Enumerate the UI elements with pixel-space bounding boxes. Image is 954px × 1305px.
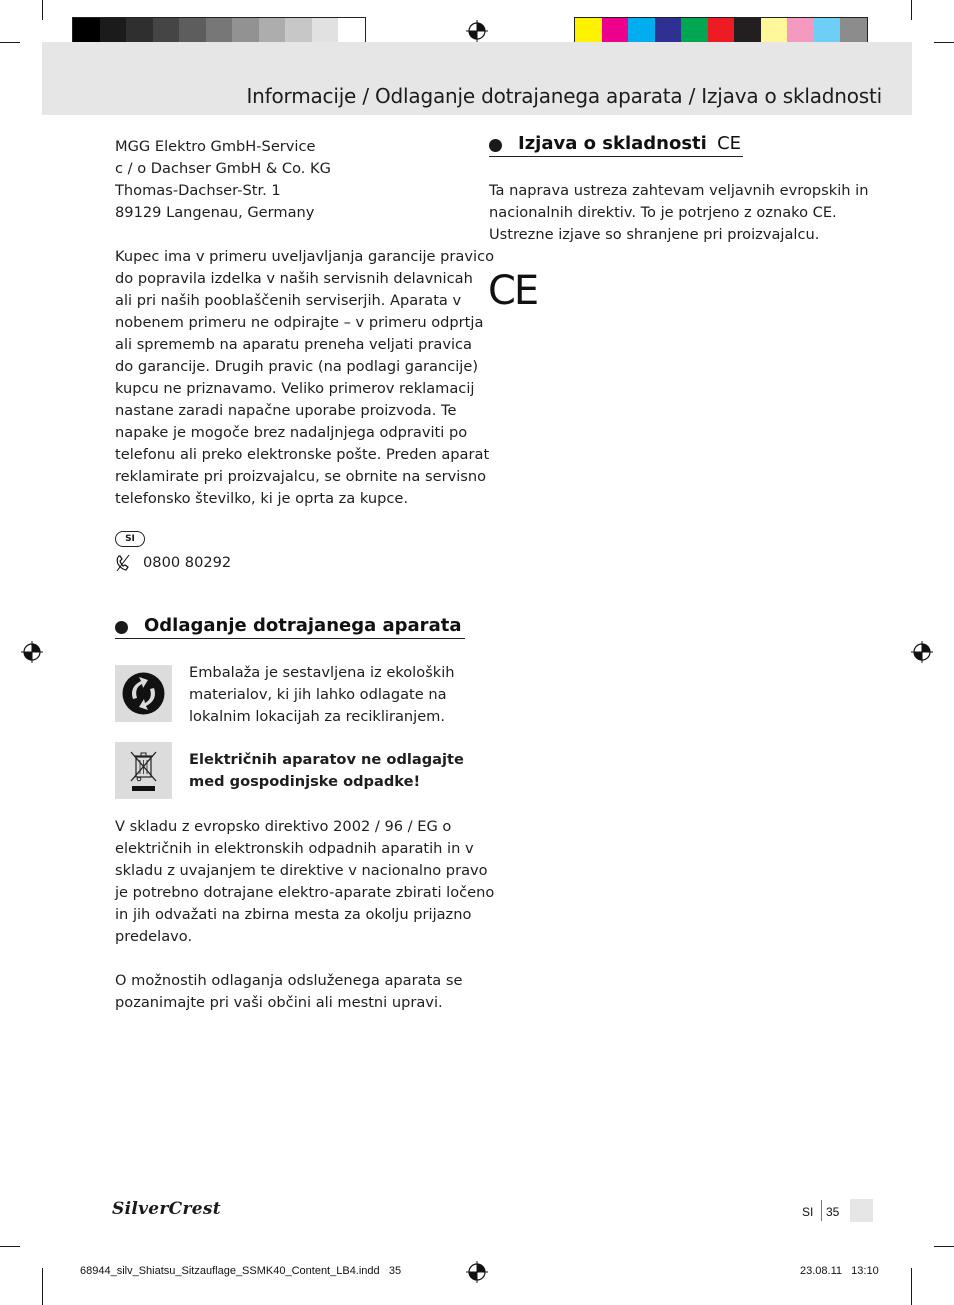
directive-paragraph — [115, 816, 495, 948]
text-line: ali pri naših pooblaščenih serviserjih. Aparata v — [115, 292, 462, 309]
crop-mark — [934, 1246, 954, 1247]
country-badge: SI — [115, 531, 145, 547]
footer-divider — [821, 1200, 822, 1221]
ce-mark-small-icon: CE — [717, 133, 742, 154]
packaging-text — [189, 662, 455, 728]
text-line: nobenem primeru ne odpirajte – v primeru odprtja — [115, 314, 484, 331]
text-line: električnih in elektronskih odpadnih aparatih in v — [115, 840, 474, 857]
text-line: do garancije. Drugih pravic (na podlagi garancije) — [115, 358, 479, 375]
text-line: O možnostih odlaganja odsluženega aparata se — [115, 972, 463, 989]
weee-icon-box — [115, 742, 172, 799]
weee-warning — [189, 749, 464, 793]
crop-mark — [911, 1268, 912, 1305]
text-line: med gospodinjske odpadke! — [189, 773, 421, 790]
registration-mark-icon — [466, 1261, 488, 1283]
crop-mark — [0, 42, 20, 43]
text-line: Ustrezne izjave so shranjene pri proizvajalcu. — [489, 226, 820, 243]
text-line: je potrebno dotrajane elektro-aparate zbirati ločeno — [115, 884, 495, 901]
registration-mark-icon — [466, 20, 488, 42]
address-line: 89129 Langenau, Germany — [115, 204, 315, 221]
crop-mark — [0, 1246, 20, 1247]
brand-logo: SilverCrest — [112, 1199, 221, 1219]
text-line: V skladu z evropsko direktivo 2002 / 96 / EG o — [115, 818, 452, 835]
text-line: ali sprememb na aparatu preneha veljati pravica — [115, 336, 472, 353]
phone-number: 0800 80292 — [143, 554, 232, 571]
text-line: skladu z uvajanjem te direktive v nacionalno pravo — [115, 862, 488, 879]
phone-icon — [115, 554, 131, 572]
service-address — [115, 136, 467, 224]
slug-date: 23.08.11 13:10 — [800, 1265, 879, 1277]
address-line: MGG Elektro GmbH-Service — [115, 138, 316, 155]
text-line: do popravila izdelka v naših servisnih delavnicah — [115, 270, 473, 287]
section-heading-text: Odlaganje dotrajanega aparata — [115, 615, 465, 639]
bullet-icon — [489, 139, 502, 152]
warranty-paragraph — [115, 246, 495, 510]
text-line: telefonu ali preko elektronske pošte. Preden aparat — [115, 446, 490, 463]
conformity-section-heading — [489, 133, 743, 157]
crop-mark — [911, 0, 912, 20]
disposal-section-heading — [115, 615, 465, 639]
registration-mark-icon — [21, 641, 43, 663]
section-heading-wrap — [489, 133, 743, 157]
text-line: Embalaža je sestavljena iz ekoloških — [189, 664, 455, 681]
text-line: in jih odvažati na zbirna mesta za okolju prijazno — [115, 906, 472, 923]
text-line: Ta naprava ustreza zahtevam veljavnih evropskih in — [489, 182, 869, 199]
text-line: kupcu ne priznavamo. Veliko primerov reklamacij — [115, 380, 475, 397]
text-line: predelavo. — [115, 928, 193, 945]
registration-mark-icon — [911, 641, 933, 663]
municipality-paragraph — [115, 970, 467, 1014]
page-title: Informacije / Odlaganje dotrajanega aparata / Izjava o skladnosti — [246, 84, 882, 108]
bullet-icon — [115, 621, 128, 634]
language-code: SI — [802, 1205, 814, 1219]
section-heading-text: Izjava o skladnosti — [518, 133, 707, 154]
text-line: Kupec ima v primeru uveljavljanja garancije pravico — [115, 248, 495, 265]
text-line: napake je mogoče brez nadaljnjega odpraviti po — [115, 424, 468, 441]
recycling-icon-box — [115, 665, 172, 722]
ce-mark-icon: CE — [488, 268, 538, 314]
text-line: reklamirate pri proizvajalcu, se obrnite na servisno — [115, 468, 487, 485]
page-number: 35 — [826, 1205, 840, 1219]
text-line: lokalnim lokacijah za recikliranjem. — [189, 708, 446, 725]
conformity-paragraph — [489, 180, 869, 246]
page-number-box — [850, 1199, 873, 1222]
text-line: materialov, ki jih lahko odlagate na — [189, 686, 447, 703]
crossed-bin-icon — [115, 742, 172, 799]
text-line: Električnih aparatov ne odlagajte — [189, 751, 464, 768]
text-line: nastane zaradi napačne uporabe proizvoda. Te — [115, 402, 457, 419]
text-line: nacionalnih direktiv. To je potrjeno z oznako CE. — [489, 204, 837, 221]
crop-mark — [42, 1268, 43, 1305]
address-line: Thomas-Dachser-Str. 1 — [115, 182, 281, 199]
crop-mark — [42, 0, 43, 20]
green-dot-recycling-icon — [115, 665, 172, 722]
text-line: pozanimajte pri vaši občini ali mestni upravi. — [115, 994, 443, 1011]
slug-filename: 68944_silv_Shiatsu_Sitzauflage_SSMK40_Content_LB4.indd 35 — [80, 1265, 402, 1277]
address-line: c / o Dachser GmbH & Co. KG — [115, 160, 331, 177]
crop-mark — [934, 42, 954, 43]
text-line: telefonsko številko, ki je oprta za kupce. — [115, 490, 409, 507]
